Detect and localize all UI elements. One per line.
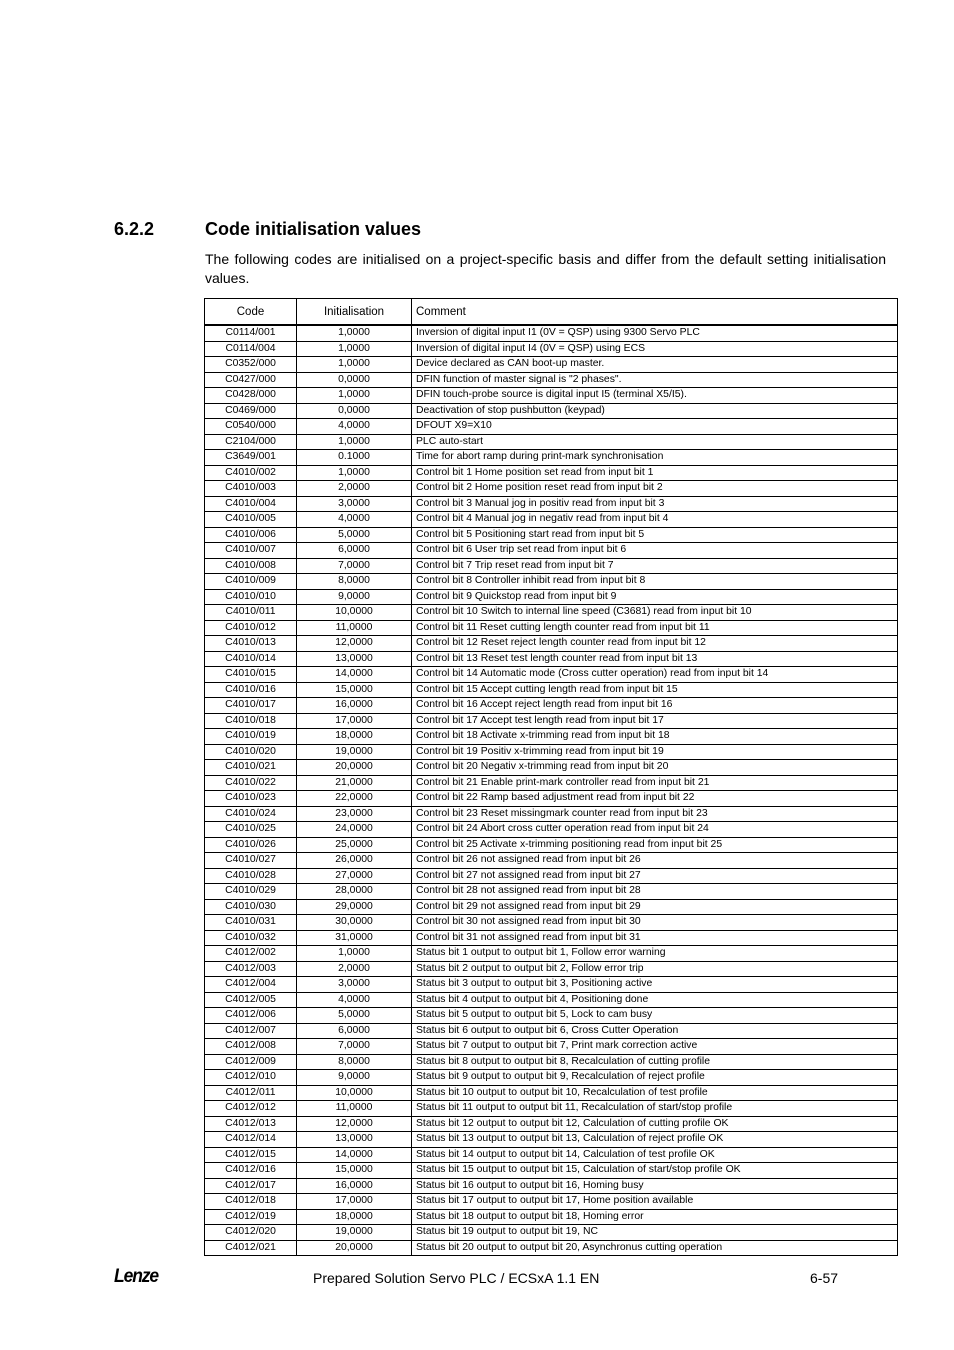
table-header-row — [205, 299, 898, 326]
table-row — [205, 775, 898, 791]
cell-comment: Status bit 20 output to output bit 20, Asynchronus cutting operation — [412, 1240, 898, 1256]
cell-comment: Control bit 3 Manual jog in positiv read from input bit 3 — [412, 496, 898, 512]
cell-initialisation: 10,0000 — [297, 1085, 412, 1101]
cell-comment: Control bit 30 not assigned read from input bit 30 — [412, 915, 898, 931]
table-row — [205, 729, 898, 745]
table-row — [205, 791, 898, 807]
cell-comment: Control bit 8 Controller inhibit read from input bit 8 — [412, 574, 898, 590]
cell-initialisation: 1,0000 — [297, 434, 412, 450]
cell-comment: Inversion of digital input I1 (0V = QSP) using 9300 Servo PLC — [412, 325, 898, 341]
cell-comment: Status bit 8 output to output bit 8, Recalculation of cutting profile — [412, 1054, 898, 1070]
cell-code: C4010/004 — [205, 496, 297, 512]
cell-code: C4012/005 — [205, 992, 297, 1008]
cell-code: C4010/013 — [205, 636, 297, 652]
table-body — [205, 325, 898, 1256]
cell-initialisation: 25,0000 — [297, 837, 412, 853]
cell-comment: Status bit 7 output to output bit 7, Print mark correction active — [412, 1039, 898, 1055]
table-row — [205, 915, 898, 931]
table-row — [205, 946, 898, 962]
cell-comment: Status bit 5 output to output bit 5, Lock to cam busy — [412, 1008, 898, 1024]
cell-initialisation: 20,0000 — [297, 1240, 412, 1256]
cell-comment: Status bit 16 output to output bit 16, Homing busy — [412, 1178, 898, 1194]
cell-code: C4012/015 — [205, 1147, 297, 1163]
table-row — [205, 605, 898, 621]
cell-initialisation: 4,0000 — [297, 419, 412, 435]
cell-initialisation: 14,0000 — [297, 667, 412, 683]
cell-code: C4012/009 — [205, 1054, 297, 1070]
cell-code: C4010/022 — [205, 775, 297, 791]
cell-comment: Control bit 4 Manual jog in negativ read from input bit 4 — [412, 512, 898, 528]
cell-comment: Status bit 11 output to output bit 11, Recalculation of start/stop profile — [412, 1101, 898, 1117]
cell-code: C0540/000 — [205, 419, 297, 435]
cell-initialisation: 0.1000 — [297, 450, 412, 466]
cell-code: C4012/004 — [205, 977, 297, 993]
section-number: 6.2.2 — [114, 219, 155, 239]
cell-initialisation: 1,0000 — [297, 946, 412, 962]
cell-comment: Status bit 18 output to output bit 18, Homing error — [412, 1209, 898, 1225]
cell-comment: Status bit 6 output to output bit 6, Cross Cutter Operation — [412, 1023, 898, 1039]
cell-code: C4010/008 — [205, 558, 297, 574]
cell-code: C4012/010 — [205, 1070, 297, 1086]
table-row — [205, 744, 898, 760]
table-row — [205, 388, 898, 404]
table-row — [205, 589, 898, 605]
cell-code: C4010/012 — [205, 620, 297, 636]
cell-code: C2104/000 — [205, 434, 297, 450]
table-row — [205, 884, 898, 900]
table-row — [205, 930, 898, 946]
cell-initialisation: 27,0000 — [297, 868, 412, 884]
table-row — [205, 1054, 898, 1070]
cell-comment: Control bit 17 Accept test length read from input bit 17 — [412, 713, 898, 729]
cell-code: C3649/001 — [205, 450, 297, 466]
cell-comment: Inversion of digital input I4 (0V = QSP) using ECS — [412, 341, 898, 357]
cell-initialisation: 19,0000 — [297, 744, 412, 760]
table-row — [205, 1225, 898, 1241]
cell-comment: Status bit 19 output to output bit 19, NC — [412, 1225, 898, 1241]
cell-comment: Status bit 15 output to output bit 15, Calculation of start/stop profile OK — [412, 1163, 898, 1179]
cell-initialisation: 6,0000 — [297, 1023, 412, 1039]
cell-initialisation: 17,0000 — [297, 1194, 412, 1210]
cell-comment: Control bit 31 not assigned read from input bit 31 — [412, 930, 898, 946]
cell-initialisation: 11,0000 — [297, 1101, 412, 1117]
table-row — [205, 1194, 898, 1210]
cell-initialisation: 28,0000 — [297, 884, 412, 900]
cell-initialisation: 9,0000 — [297, 1070, 412, 1086]
table-row — [205, 636, 898, 652]
cell-comment: Control bit 6 User trip set read from input bit 6 — [412, 543, 898, 559]
cell-code: C4012/021 — [205, 1240, 297, 1256]
cell-code: C4010/019 — [205, 729, 297, 745]
cell-initialisation: 20,0000 — [297, 760, 412, 776]
cell-code: C4012/018 — [205, 1194, 297, 1210]
cell-code: C4012/006 — [205, 1008, 297, 1024]
column-header-initialisation: Initialisation — [297, 299, 412, 326]
cell-code: C0469/000 — [205, 403, 297, 419]
table-row — [205, 837, 898, 853]
table-row — [205, 760, 898, 776]
table-row — [205, 325, 898, 341]
cell-code: C4010/029 — [205, 884, 297, 900]
cell-code: C4012/013 — [205, 1116, 297, 1132]
table-row — [205, 527, 898, 543]
table-row — [205, 543, 898, 559]
footer-title: Prepared Solution Servo PLC / ECSxA 1.1 EN — [313, 1270, 600, 1286]
table-row — [205, 822, 898, 838]
table-row — [205, 1116, 898, 1132]
cell-comment: Control bit 9 Quickstop read from input bit 9 — [412, 589, 898, 605]
cell-initialisation: 26,0000 — [297, 853, 412, 869]
cell-code: C4010/009 — [205, 574, 297, 590]
cell-initialisation: 4,0000 — [297, 992, 412, 1008]
cell-code: C4010/018 — [205, 713, 297, 729]
cell-initialisation: 11,0000 — [297, 620, 412, 636]
cell-code: C4010/002 — [205, 465, 297, 481]
cell-code: C4012/008 — [205, 1039, 297, 1055]
cell-code: C0427/000 — [205, 372, 297, 388]
cell-code: C0114/004 — [205, 341, 297, 357]
cell-code: C4010/024 — [205, 806, 297, 822]
cell-code: C4010/028 — [205, 868, 297, 884]
cell-comment: Control bit 12 Reset reject length counter read from input bit 12 — [412, 636, 898, 652]
table-row — [205, 1163, 898, 1179]
table-row — [205, 868, 898, 884]
cell-initialisation: 16,0000 — [297, 1178, 412, 1194]
cell-comment: Control bit 26 not assigned read from input bit 26 — [412, 853, 898, 869]
cell-code: C4010/005 — [205, 512, 297, 528]
cell-comment: Control bit 29 not assigned read from input bit 29 — [412, 899, 898, 915]
table-row — [205, 434, 898, 450]
cell-comment: Control bit 1 Home position set read from input bit 1 — [412, 465, 898, 481]
cell-initialisation: 12,0000 — [297, 1116, 412, 1132]
column-header-code: Code — [205, 299, 297, 326]
cell-comment: Status bit 10 output to output bit 10, Recalculation of test profile — [412, 1085, 898, 1101]
cell-comment: Status bit 17 output to output bit 17, Home position available — [412, 1194, 898, 1210]
cell-comment: Control bit 22 Ramp based adjustment read from input bit 22 — [412, 791, 898, 807]
cell-comment: Control bit 16 Accept reject length read from input bit 16 — [412, 698, 898, 714]
cell-comment: Control bit 14 Automatic mode (Cross cutter operation) read from input bit 14 — [412, 667, 898, 683]
cell-comment: Control bit 7 Trip reset read from input bit 7 — [412, 558, 898, 574]
cell-comment: Deactivation of stop pushbutton (keypad) — [412, 403, 898, 419]
table-row — [205, 713, 898, 729]
table-row — [205, 372, 898, 388]
cell-code: C0428/000 — [205, 388, 297, 404]
page-number: 6-57 — [810, 1270, 839, 1286]
cell-comment: Status bit 4 output to output bit 4, Positioning done — [412, 992, 898, 1008]
table-row — [205, 698, 898, 714]
cell-code: C4010/014 — [205, 651, 297, 667]
table-row — [205, 558, 898, 574]
table-row — [205, 667, 898, 683]
cell-initialisation: 5,0000 — [297, 527, 412, 543]
cell-initialisation: 3,0000 — [297, 496, 412, 512]
table-row — [205, 961, 898, 977]
table-row — [205, 1209, 898, 1225]
cell-initialisation: 10,0000 — [297, 605, 412, 621]
cell-comment: PLC auto-start — [412, 434, 898, 450]
table-row — [205, 853, 898, 869]
lenze-logo: Lenze — [114, 1266, 159, 1287]
table-row — [205, 419, 898, 435]
cell-code: C4010/023 — [205, 791, 297, 807]
table-row — [205, 977, 898, 993]
table-row — [205, 806, 898, 822]
cell-comment: Status bit 9 output to output bit 9, Recalculation of reject profile — [412, 1070, 898, 1086]
table-row — [205, 496, 898, 512]
cell-comment: Control bit 23 Reset missingmark counter read from input bit 23 — [412, 806, 898, 822]
cell-code: C0352/000 — [205, 357, 297, 373]
cell-comment: Control bit 20 Negativ x-trimming read from input bit 20 — [412, 760, 898, 776]
cell-code: C4012/003 — [205, 961, 297, 977]
table-row — [205, 403, 898, 419]
cell-comment: DFIN touch-probe source is digital input I5 (terminal X5/I5). — [412, 388, 898, 404]
cell-initialisation: 31,0000 — [297, 930, 412, 946]
table-row — [205, 651, 898, 667]
cell-code: C4012/014 — [205, 1132, 297, 1148]
table-row — [205, 1132, 898, 1148]
table-row — [205, 450, 898, 466]
cell-initialisation: 22,0000 — [297, 791, 412, 807]
cell-code: C4012/016 — [205, 1163, 297, 1179]
cell-code: C4010/011 — [205, 605, 297, 621]
table-row — [205, 1240, 898, 1256]
cell-initialisation: 7,0000 — [297, 558, 412, 574]
cell-initialisation: 24,0000 — [297, 822, 412, 838]
cell-comment: Control bit 28 not assigned read from input bit 28 — [412, 884, 898, 900]
table-row — [205, 512, 898, 528]
cell-code: C4010/025 — [205, 822, 297, 838]
cell-code: C4010/031 — [205, 915, 297, 931]
cell-code: C4012/012 — [205, 1101, 297, 1117]
cell-comment: Status bit 1 output to output bit 1, Follow error warning — [412, 946, 898, 962]
cell-code: C4010/007 — [205, 543, 297, 559]
cell-initialisation: 1,0000 — [297, 388, 412, 404]
cell-comment: Control bit 19 Positiv x-trimming read from input bit 19 — [412, 744, 898, 760]
cell-initialisation: 12,0000 — [297, 636, 412, 652]
cell-code: C4012/017 — [205, 1178, 297, 1194]
cell-initialisation: 15,0000 — [297, 682, 412, 698]
cell-initialisation: 17,0000 — [297, 713, 412, 729]
cell-comment: Control bit 10 Switch to internal line speed (C3681) read from input bit 10 — [412, 605, 898, 621]
cell-initialisation: 8,0000 — [297, 1054, 412, 1070]
cell-code: C4010/017 — [205, 698, 297, 714]
cell-code: C4010/020 — [205, 744, 297, 760]
cell-initialisation: 1,0000 — [297, 341, 412, 357]
cell-initialisation: 18,0000 — [297, 729, 412, 745]
cell-initialisation: 3,0000 — [297, 977, 412, 993]
intro-paragraph: The following codes are initialised on a project-specific basis and differ from the default setting initialisation values. — [205, 251, 886, 286]
cell-comment: Time for abort ramp during print-mark synchronisation — [412, 450, 898, 466]
cell-comment: DFOUT X9=X10 — [412, 419, 898, 435]
cell-initialisation: 19,0000 — [297, 1225, 412, 1241]
cell-code: C4010/003 — [205, 481, 297, 497]
table-row — [205, 481, 898, 497]
cell-code: C4010/030 — [205, 899, 297, 915]
table-row — [205, 1070, 898, 1086]
cell-comment: Device declared as CAN boot-up master. — [412, 357, 898, 373]
cell-comment: Control bit 27 not assigned read from input bit 27 — [412, 868, 898, 884]
cell-initialisation: 23,0000 — [297, 806, 412, 822]
cell-initialisation: 1,0000 — [297, 357, 412, 373]
table-row — [205, 465, 898, 481]
table-row — [205, 899, 898, 915]
cell-code: C4010/006 — [205, 527, 297, 543]
cell-code: C4010/032 — [205, 930, 297, 946]
cell-code: C4012/011 — [205, 1085, 297, 1101]
cell-initialisation: 16,0000 — [297, 698, 412, 714]
table-row — [205, 682, 898, 698]
cell-initialisation: 30,0000 — [297, 915, 412, 931]
cell-comment: Status bit 13 output to output bit 13, Calculation of reject profile OK — [412, 1132, 898, 1148]
cell-comment: Control bit 15 Accept cutting length read from input bit 15 — [412, 682, 898, 698]
cell-initialisation: 0,0000 — [297, 372, 412, 388]
table-row — [205, 1039, 898, 1055]
table-row — [205, 1008, 898, 1024]
cell-code: C4012/020 — [205, 1225, 297, 1241]
cell-code: C4012/019 — [205, 1209, 297, 1225]
cell-initialisation: 0,0000 — [297, 403, 412, 419]
code-table — [204, 298, 898, 1256]
table-row — [205, 357, 898, 373]
cell-comment: Control bit 13 Reset test length counter read from input bit 13 — [412, 651, 898, 667]
cell-comment: Control bit 25 Activate x-trimming positioning read from input bit 25 — [412, 837, 898, 853]
cell-comment: Status bit 12 output to output bit 12, Calculation of cutting profile OK — [412, 1116, 898, 1132]
cell-initialisation: 13,0000 — [297, 1132, 412, 1148]
cell-initialisation: 5,0000 — [297, 1008, 412, 1024]
table-row — [205, 620, 898, 636]
cell-code: C4010/010 — [205, 589, 297, 605]
table-row — [205, 341, 898, 357]
table-row — [205, 1085, 898, 1101]
table-row — [205, 1178, 898, 1194]
cell-comment: Status bit 2 output to output bit 2, Follow error trip — [412, 961, 898, 977]
cell-initialisation: 14,0000 — [297, 1147, 412, 1163]
cell-initialisation: 7,0000 — [297, 1039, 412, 1055]
cell-initialisation: 2,0000 — [297, 961, 412, 977]
cell-code: C4010/026 — [205, 837, 297, 853]
cell-initialisation: 2,0000 — [297, 481, 412, 497]
cell-code: C0114/001 — [205, 325, 297, 341]
cell-initialisation: 1,0000 — [297, 325, 412, 341]
cell-initialisation: 21,0000 — [297, 775, 412, 791]
cell-initialisation: 15,0000 — [297, 1163, 412, 1179]
cell-code: C4010/016 — [205, 682, 297, 698]
cell-initialisation: 4,0000 — [297, 512, 412, 528]
cell-comment: Status bit 3 output to output bit 3, Positioning active — [412, 977, 898, 993]
cell-comment: Control bit 11 Reset cutting length counter read from input bit 11 — [412, 620, 898, 636]
cell-code: C4010/027 — [205, 853, 297, 869]
cell-comment: Control bit 18 Activate x-trimming read from input bit 18 — [412, 729, 898, 745]
cell-comment: Control bit 5 Positioning start read from input bit 5 — [412, 527, 898, 543]
table-row — [205, 992, 898, 1008]
cell-code: C4012/002 — [205, 946, 297, 962]
cell-comment: Control bit 2 Home position reset read from input bit 2 — [412, 481, 898, 497]
cell-initialisation: 9,0000 — [297, 589, 412, 605]
cell-initialisation: 18,0000 — [297, 1209, 412, 1225]
cell-code: C4010/021 — [205, 760, 297, 776]
table-row — [205, 1023, 898, 1039]
section-title: Code initialisation values — [205, 219, 422, 239]
column-header-comment: Comment — [412, 299, 898, 326]
cell-initialisation: 1,0000 — [297, 465, 412, 481]
cell-comment: Control bit 24 Abort cross cutter operation read from input bit 24 — [412, 822, 898, 838]
table-row — [205, 1147, 898, 1163]
cell-comment: DFIN function of master signal is "2 phases". — [412, 372, 898, 388]
table-row — [205, 574, 898, 590]
cell-initialisation: 13,0000 — [297, 651, 412, 667]
cell-code: C4010/015 — [205, 667, 297, 683]
table-row — [205, 1101, 898, 1117]
cell-comment: Control bit 21 Enable print-mark controller read from input bit 21 — [412, 775, 898, 791]
cell-code: C4012/007 — [205, 1023, 297, 1039]
cell-initialisation: 6,0000 — [297, 543, 412, 559]
cell-initialisation: 8,0000 — [297, 574, 412, 590]
cell-initialisation: 29,0000 — [297, 899, 412, 915]
cell-comment: Status bit 14 output to output bit 14, Calculation of test profile OK — [412, 1147, 898, 1163]
